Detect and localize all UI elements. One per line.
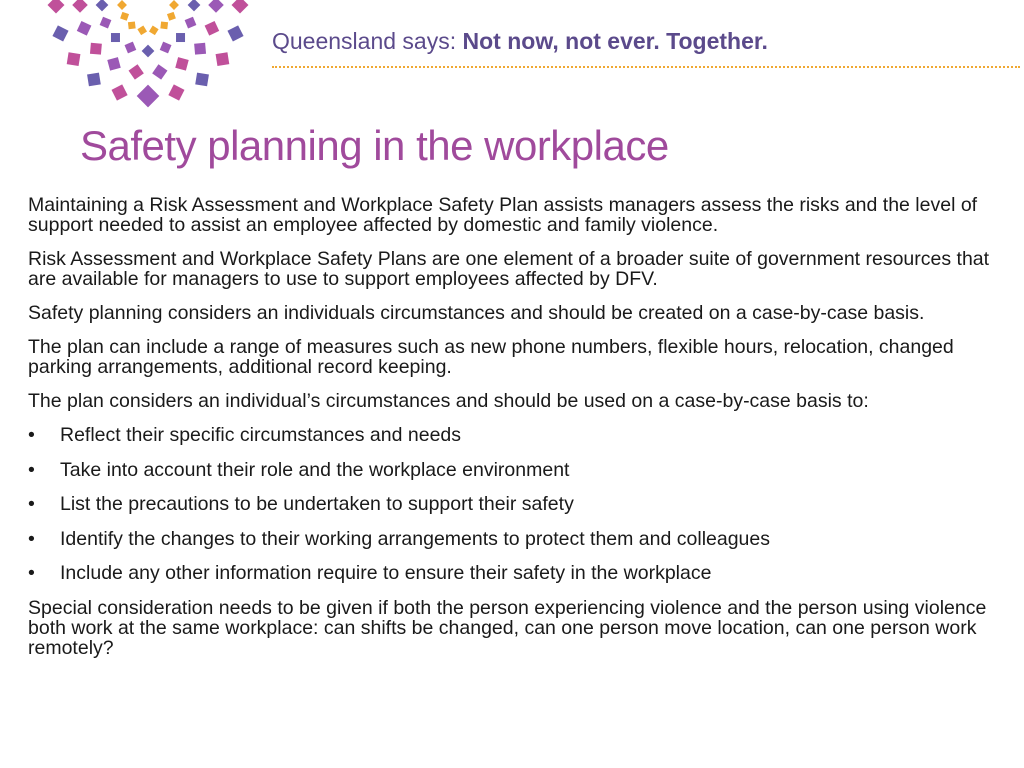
logo-tile [52,25,68,41]
list-item [28,563,1003,583]
logo-tile [72,0,88,13]
queensland-burst-logo-icon [28,0,268,115]
closing-paragraph: Special consideration needs to be given if both the person experiencing violence and the person using violence both work at the same workplace: can shifts be changed, can one person move location, can one person work remotely? [28,596,987,659]
paragraph: Risk Assessment and Workplace Safety Plans are one element of a broader suite of government resources that are available for managers to use to support employees affected by DFV. [28,248,990,290]
list-item-text: Reflect their specific circumstances and needs [60,424,462,446]
page-title: Safety planning in the workplace [80,122,669,169]
bullet-icon: • [28,493,35,515]
logo-tile [90,43,102,55]
logo-tile [100,17,112,29]
logo-tile [227,25,243,41]
logo-tile [137,26,147,36]
logo-tile [194,43,206,55]
list-item [28,529,1003,549]
logo-tile [128,21,136,29]
logo-tile [96,0,109,11]
logo-tile [205,21,220,36]
logo-tile [232,0,249,13]
paragraph: The plan considers an individual’s circumstances and should be used on a case-by-case basis to: [28,390,869,412]
logo-tile [195,73,209,87]
logo-tile [152,64,167,79]
logo-tile [142,45,155,58]
bullet-icon: • [28,424,35,446]
logo-tile [188,0,201,11]
logo-tile [167,12,176,21]
bullet-list [28,425,1003,583]
logo-tile [120,12,129,21]
logo-tile [67,52,81,66]
logo-tile [176,33,185,42]
list-item [28,425,1003,445]
paragraph: Safety planning considers an individuals circumstances and should be created on a case-by-case basis. [28,302,925,324]
logo-tile [48,0,65,13]
list-item [28,494,1003,514]
tagline-lead: Queensland says: [272,28,463,54]
paragraph: Maintaining a Risk Assessment and Workplace Safety Plan assists managers assess the risks and the level of support needed to assist an employee affected by domestic and family violence. [28,194,978,236]
logo-tile [149,26,159,36]
logo-tile [87,73,101,87]
logo-tile [125,42,137,54]
list-item-text: Identify the changes to their working arrangements to protect them and colleagues [60,527,770,550]
logo-tile [168,84,184,100]
list-item-text: Take into account their role and the workplace environment [60,458,570,481]
bullet-icon: • [28,458,35,481]
tagline-strong: Not now, not ever. Together. [462,28,768,54]
bullet-icon: • [28,527,35,550]
logo-tile [160,42,172,54]
list-item [28,460,1003,480]
list-item-text: Include any other information require to ensure their safety in the workplace [60,562,712,584]
bullet-icon: • [28,562,35,584]
logo-tile [111,33,120,42]
header-divider [272,66,1020,68]
logo-tile [112,84,128,100]
logo-tile [160,21,168,29]
logo-tile [169,0,179,10]
logo-tile [216,52,230,66]
paragraph: The plan can include a range of measures such as new phone numbers, flexible hours, relocation, changed parking arrangements, additional record keeping. [28,336,954,378]
slide-body [28,195,1003,658]
logo-tile [107,57,120,70]
list-item-text: List the precautions to be undertaken to support their safety [60,493,574,515]
logo-tile [175,57,188,70]
tagline [272,28,768,55]
logo-tile [117,0,127,10]
logo-tile [185,17,197,29]
logo-tile [208,0,224,13]
logo-tile [77,21,92,36]
logo-tile [137,85,160,108]
logo-tile [129,64,144,79]
